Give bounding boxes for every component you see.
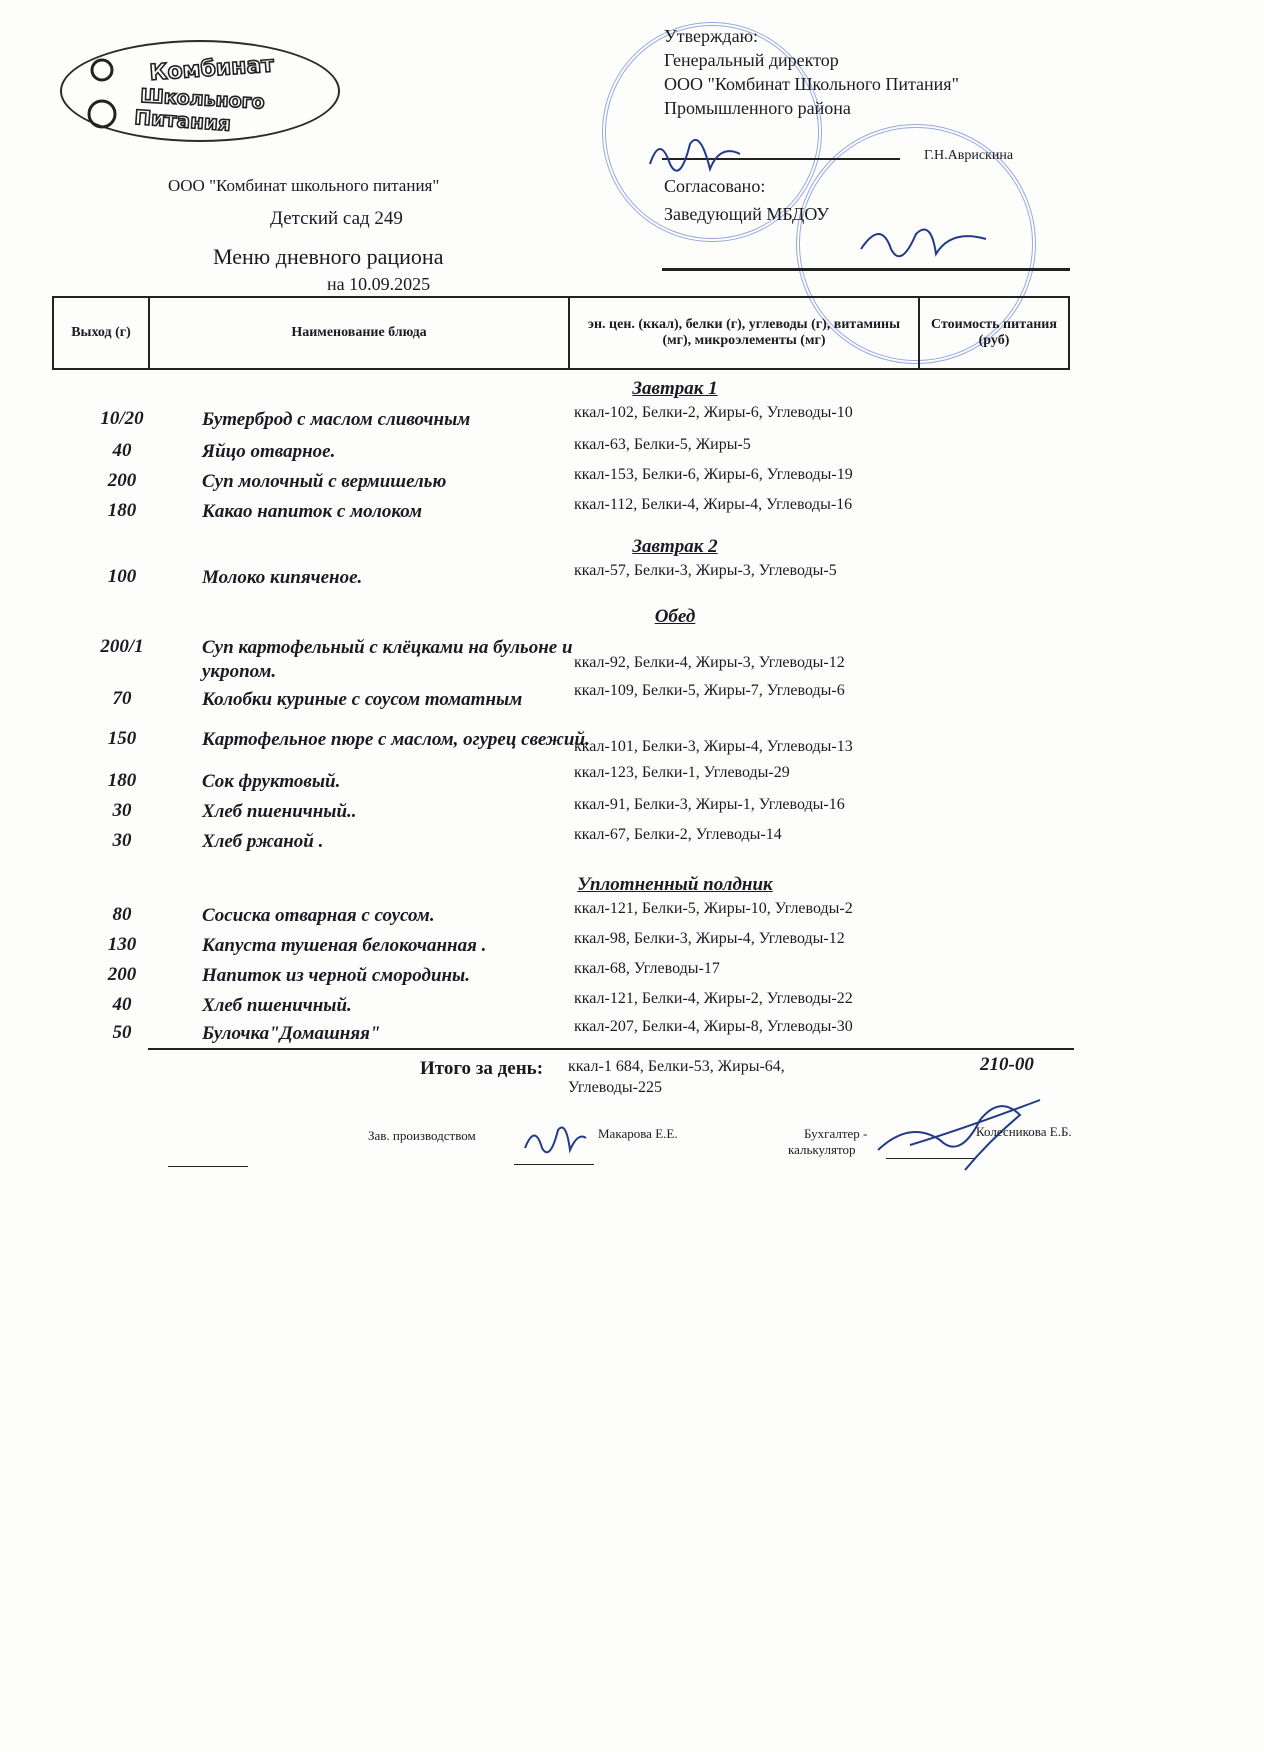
nutrition-value: ккал-109, Белки-5, Жиры-7, Углеводы-6 (574, 682, 845, 699)
output-weight: 40 (112, 440, 132, 461)
svg-text:Питания: Питания (133, 105, 232, 136)
nutrition-value: ккал-98, Белки-3, Жиры-4, Углеводы-12 (574, 930, 845, 947)
nutrition-value: ккал-153, Белки-6, Жиры-6, Углеводы-19 (574, 466, 853, 483)
menu-date: на 10.09.2025 (327, 274, 431, 294)
total-value: ккал-1 684, Белки-53, Жиры-64, Углеводы-225 (568, 1058, 785, 1096)
agreed-label: Согласовано: (664, 176, 766, 196)
output-weight: 150 (107, 728, 137, 749)
approval-block (664, 24, 959, 120)
district-name: Промышленного района (664, 98, 851, 118)
menu-table-header (52, 296, 1070, 370)
output-weight: 130 (107, 934, 137, 955)
dish-name: Яйцо отварное. (202, 441, 336, 462)
dish-name: Бутерброд с маслом сливочным (202, 409, 471, 430)
nutrition-value: ккал-121, Белки-5, Жиры-10, Углеводы-2 (574, 900, 853, 917)
svg-text:Комбинат: Комбинат (148, 52, 275, 86)
dish-name: Капуста тушеная белокочанная . (202, 935, 487, 956)
dish-name: Хлеб пшеничный. (202, 995, 352, 1016)
header-dish: Наименование блюда (149, 297, 569, 369)
accountant-label-2: калькулятор (788, 1142, 856, 1157)
dish-name: Суп картофельный с клёцками на бульоне и укропом. (202, 637, 573, 682)
menu-row (52, 404, 1070, 438)
dish-name: Какао напиток с молоком (202, 501, 423, 522)
approve-label: Утверждаю: (664, 26, 759, 46)
nutrition-value: ккал-92, Белки-4, Жиры-3, Углеводы-12 (574, 654, 845, 671)
nutrition-value: ккал-101, Белки-3, Жиры-4, Углеводы-13 (574, 738, 853, 755)
svg-text:Школьного: Школьного (139, 85, 266, 114)
output-weight: 180 (107, 500, 137, 521)
section-title: Уплотненный полдник (577, 874, 773, 895)
output-weight: 40 (112, 994, 132, 1015)
dish-name: Хлеб ржаной . (202, 831, 324, 852)
menu-row (52, 682, 1070, 718)
menu-row (52, 728, 1070, 758)
head-position: Заведующий МБДОУ (664, 204, 830, 224)
accountant-label-1: Бухгалтер - (804, 1126, 868, 1141)
nutrition-value: ккал-207, Белки-4, Жиры-8, Углеводы-30 (574, 1018, 853, 1035)
output-weight: 200 (107, 470, 137, 491)
section-title: Обед (654, 606, 696, 627)
head-signature (856, 214, 996, 274)
output-weight: 30 (112, 800, 132, 821)
menu-row (52, 826, 1070, 860)
total-price: 210-00 (980, 1054, 1034, 1075)
menu-row (52, 496, 1070, 530)
total-divider (148, 1048, 1074, 1050)
nutrition-value: ккал-57, Белки-3, Жиры-3, Углеводы-5 (574, 562, 837, 579)
total-label: Итого за день: (420, 1058, 544, 1079)
nutrition-value: ккал-63, Белки-5, Жиры-5 (574, 436, 751, 453)
menu-row (52, 562, 1070, 596)
output-weight: 200 (107, 964, 137, 985)
output-weight: 200/1 (100, 636, 144, 657)
dish-name: Суп молочный с вермишелью (202, 471, 447, 492)
output-weight: 100 (107, 566, 137, 587)
production-label: Зав. производством (368, 1128, 476, 1143)
output-weight: 80 (112, 904, 132, 925)
output-weight: 10/20 (100, 408, 144, 429)
director-signature (640, 124, 760, 184)
dish-name: Булочка"Домашняя" (202, 1023, 381, 1044)
nutrition-value: ккал-112, Белки-4, Жиры-4, Углеводы-16 (574, 496, 853, 513)
dish-name: Сок фруктовый. (202, 771, 341, 792)
organization-name: ООО "Комбинат школьного питания" (168, 176, 440, 195)
production-signature (520, 1118, 590, 1162)
dish-name: Сосиска отварная с соусом. (202, 905, 435, 926)
dish-name: Напиток из черной смородины. (202, 965, 470, 986)
company-name: ООО "Комбинат Школьного Питания" (664, 74, 959, 94)
header-nutrition: эн. цен. (ккал), белки (г), углеводы (г), витамины (мг), микроэлементы (мг) (569, 297, 919, 369)
dish-name: Колобки куриные с соусом томатным (202, 689, 523, 710)
production-name: Макарова Е.Е. (598, 1126, 678, 1141)
output-weight: 70 (112, 688, 132, 709)
director-name: Г.Н.Аврискина (924, 148, 1014, 163)
nutrition-value: ккал-91, Белки-3, Жиры-1, Углеводы-16 (574, 796, 845, 813)
output-weight: 180 (107, 770, 137, 791)
left-signature-line (168, 1166, 248, 1167)
menu-title: Меню дневного рациона (213, 244, 444, 269)
director-position: Генеральный директор (664, 50, 839, 70)
dish-name: Картофельное пюре с маслом, огурец свежий. (202, 729, 590, 750)
menu-row (52, 636, 1070, 682)
company-logo (60, 40, 340, 142)
header-output: Выход (г) (53, 297, 149, 369)
nutrition-value: ккал-68, Углеводы-17 (574, 960, 720, 977)
section-title: Завтрак 1 (632, 378, 718, 399)
dish-name: Молоко кипяченое. (202, 567, 363, 588)
nutrition-value: ккал-67, Белки-2, Углеводы-14 (574, 826, 782, 843)
production-signature-line (514, 1164, 594, 1165)
output-weight: 50 (112, 1022, 132, 1043)
nutrition-value: ккал-102, Белки-2, Жиры-6, Углеводы-10 (574, 404, 853, 421)
kindergarten-name: Детский сад 249 (270, 208, 403, 229)
accountant-name: Колесникова Е.Б. (976, 1124, 1072, 1139)
dish-name: Хлеб пшеничный.. (202, 801, 357, 822)
output-weight: 30 (112, 830, 132, 851)
nutrition-value: ккал-123, Белки-1, Углеводы-29 (574, 764, 790, 781)
section-title: Завтрак 2 (632, 536, 718, 557)
header-cost: Стоимость питания (руб) (919, 297, 1069, 369)
nutrition-value: ккал-121, Белки-4, Жиры-2, Углеводы-22 (574, 990, 853, 1007)
